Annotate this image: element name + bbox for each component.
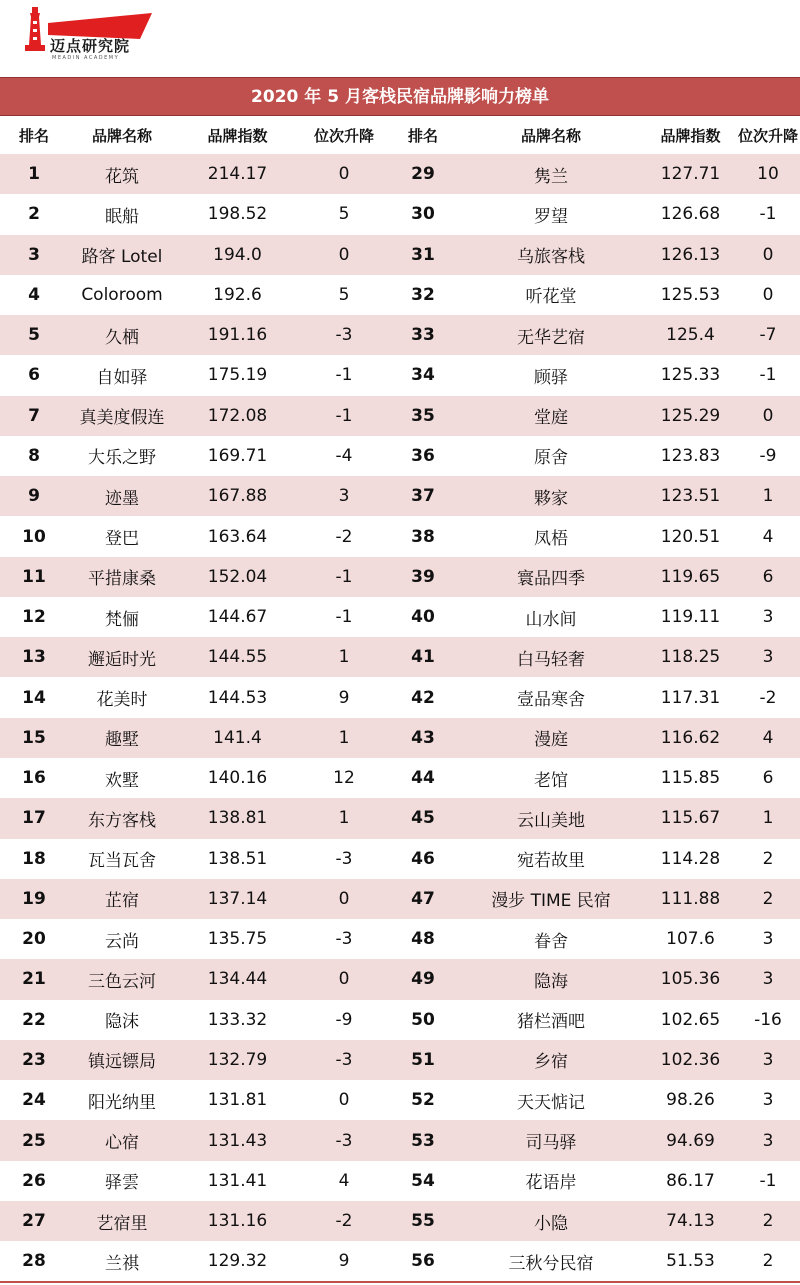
brand-name-cell: 宛若故里 <box>517 851 585 872</box>
table-row <box>0 355 800 395</box>
rank-cell: 19 <box>0 879 68 919</box>
brand-index-cell: 169.71 <box>207 445 268 466</box>
brand-name-cell: 花筑 <box>68 154 176 194</box>
brand-index-cell: 123.51 <box>645 476 736 516</box>
table-row <box>0 839 800 879</box>
table-row <box>0 879 800 919</box>
brand-index-cell: 167.88 <box>176 476 299 516</box>
rank-cell: 52 <box>411 1090 435 1111</box>
brand-name-cell: 阳光纳里 <box>88 1092 156 1113</box>
rank-cell: 25 <box>0 1120 68 1160</box>
rank-cell: 23 <box>0 1040 68 1080</box>
brand-index-cell: 133.32 <box>207 1009 268 1030</box>
rank-cell: 9 <box>0 476 68 516</box>
brand-name-cell: 猪栏酒吧 <box>517 1012 585 1033</box>
brand-index-cell: 129.32 <box>176 1241 299 1282</box>
brand-name-cell: 云山美地 <box>457 798 645 838</box>
table-row <box>0 436 800 476</box>
brand-name-cell: 漫庭 <box>457 718 645 758</box>
rank-change-cell: -3 <box>335 929 353 950</box>
table-row <box>0 476 800 516</box>
rank-change-cell: -1 <box>759 1170 777 1191</box>
rank-cell: 54 <box>411 1170 435 1191</box>
rank-change-cell: -7 <box>736 315 800 355</box>
brand-name-cell: 司马驿 <box>457 1120 645 1160</box>
table-row <box>0 1000 800 1040</box>
brand-index-cell: 138.51 <box>207 848 268 869</box>
table-row <box>0 758 800 798</box>
brand-name-cell: 天天惦记 <box>517 1092 585 1113</box>
brand-name-cell: 艺宿里 <box>68 1201 176 1241</box>
brand-name-cell: 听花堂 <box>525 287 577 308</box>
rank-change-cell: 1 <box>299 798 389 838</box>
brand-name-cell: 寰品四季 <box>457 557 645 597</box>
table-row <box>0 154 800 194</box>
rank-change-cell: 9 <box>338 687 350 708</box>
col-header-index: 品牌指数 <box>207 126 268 145</box>
rank-change-cell: 3 <box>762 1090 774 1111</box>
rank-change-cell: -3 <box>299 315 389 355</box>
brand-index-cell: 175.19 <box>207 365 268 386</box>
brand-index-cell: 198.52 <box>207 204 268 225</box>
rank-cell: 41 <box>389 637 457 677</box>
rank-cell: 21 <box>0 959 68 999</box>
rank-change-cell: 1 <box>299 637 389 677</box>
brand-name-cell: 小隐 <box>457 1201 645 1241</box>
rank-cell: 48 <box>411 929 435 950</box>
table-row <box>0 637 800 677</box>
brand-name-cell: 趣墅 <box>68 718 176 758</box>
rank-cell: 30 <box>411 204 435 225</box>
rank-change-cell: 0 <box>299 154 389 194</box>
brand-name-cell: 三秋兮民宿 <box>457 1241 645 1282</box>
rank-cell: 2 <box>28 204 40 225</box>
brand-name-cell: 自如驿 <box>96 367 148 388</box>
rank-cell: 39 <box>389 557 457 597</box>
rank-change-cell: -9 <box>335 1009 353 1030</box>
brand-name-cell: 大乐之野 <box>88 448 156 469</box>
brand-name-cell: 顾驿 <box>534 367 568 388</box>
rank-cell: 13 <box>0 637 68 677</box>
rank-change-cell: 0 <box>338 1090 350 1111</box>
rank-change-cell: 3 <box>736 959 800 999</box>
rank-cell: 46 <box>411 848 435 869</box>
brand-name-cell: 眷舍 <box>534 931 568 952</box>
brand-index-cell: 111.88 <box>645 879 736 919</box>
brand-name-cell: 梵俪 <box>105 609 139 630</box>
rank-cell: 14 <box>22 687 46 708</box>
brand-index-cell: 135.75 <box>207 929 268 950</box>
rank-change-cell: 0 <box>736 396 800 436</box>
brand-name-cell: 漫步 TIME 民宿 <box>457 879 645 919</box>
brand-index-cell: 114.28 <box>660 848 721 869</box>
brand-name-cell: 壹品寒舍 <box>517 690 585 711</box>
rank-cell: 50 <box>411 1009 435 1030</box>
rank-cell: 29 <box>389 154 457 194</box>
rank-change-cell: -1 <box>335 607 353 628</box>
col-header-rank: 排名 <box>18 126 49 145</box>
brand-name-cell: 真美度假连 <box>68 396 176 436</box>
brand-index-cell: 98.26 <box>666 1090 715 1111</box>
rank-cell: 32 <box>411 284 435 305</box>
brand-index-cell: 144.53 <box>207 687 268 708</box>
brand-name: 迈点研究院 <box>50 37 131 55</box>
rank-change-cell: -4 <box>335 445 353 466</box>
brand-index-cell: 123.83 <box>660 445 721 466</box>
rank-cell: 37 <box>389 476 457 516</box>
rank-change-cell: -3 <box>335 848 353 869</box>
rank-cell: 36 <box>411 445 435 466</box>
brand-index-cell: 119.11 <box>660 607 721 628</box>
rank-cell: 20 <box>22 929 46 950</box>
brand-index-cell: 131.16 <box>176 1201 299 1241</box>
rank-cell: 4 <box>28 284 40 305</box>
table-row <box>0 1120 800 1160</box>
table-row <box>0 396 800 436</box>
rank-change-cell: 5 <box>338 284 350 305</box>
brand-index-cell: 172.08 <box>176 396 299 436</box>
rank-change-cell: 3 <box>762 607 774 628</box>
rank-cell: 5 <box>0 315 68 355</box>
brand-index-cell: 140.16 <box>207 768 268 789</box>
brand-index-cell: 131.43 <box>176 1120 299 1160</box>
rank-cell: 3 <box>0 235 68 275</box>
rank-cell: 40 <box>411 607 435 628</box>
rank-cell: 34 <box>411 365 435 386</box>
brand-name-cell: 心宿 <box>68 1120 176 1160</box>
brand-index-cell: 141.4 <box>176 718 299 758</box>
brand-name-cell: 欢墅 <box>105 770 139 791</box>
table-row <box>0 798 800 838</box>
table-row <box>0 1241 800 1282</box>
brand-name-cell: 眠船 <box>105 206 139 227</box>
rank-cell: 55 <box>389 1201 457 1241</box>
brand-index-cell: 132.79 <box>176 1040 299 1080</box>
brand-index-cell: 144.67 <box>207 607 268 628</box>
brand-name-cell: 花语岸 <box>525 1173 577 1194</box>
brand-name-cell: 老馆 <box>534 770 568 791</box>
brand-index-cell: 117.31 <box>660 687 721 708</box>
brand-index-cell: 116.62 <box>645 718 736 758</box>
brand-name-cell: 堂庭 <box>457 396 645 436</box>
brand-name-cell: 白马轻奢 <box>457 637 645 677</box>
rank-change-cell: 2 <box>736 879 800 919</box>
rank-cell: 44 <box>411 768 435 789</box>
col-header-rank: 排名 <box>407 126 438 145</box>
brand-index-cell: 51.53 <box>645 1241 736 1282</box>
rank-cell: 17 <box>0 798 68 838</box>
rank-change-cell: 2 <box>762 848 774 869</box>
rank-change-cell: 6 <box>736 557 800 597</box>
table-row <box>0 1201 800 1241</box>
rank-cell: 47 <box>389 879 457 919</box>
table-row <box>0 919 800 959</box>
rank-change-cell: 2 <box>736 1241 800 1282</box>
brand-name-cell: 兰祺 <box>68 1241 176 1282</box>
table-row <box>0 1161 800 1201</box>
brand-name-cell: 罗望 <box>534 206 568 227</box>
rank-cell: 53 <box>389 1120 457 1160</box>
table-row <box>0 1040 800 1080</box>
brand-index-cell: 94.69 <box>645 1120 736 1160</box>
rank-change-cell: -1 <box>759 204 777 225</box>
brand-name-cell: 乌旅客栈 <box>457 235 645 275</box>
rank-change-cell: 3 <box>736 1040 800 1080</box>
rank-change-cell: -16 <box>754 1009 782 1030</box>
rank-change-cell: 4 <box>736 718 800 758</box>
col-header-change: 位次升降 <box>737 126 798 145</box>
brand-index-cell: 144.55 <box>176 637 299 677</box>
brand-name-cell: 三色云河 <box>68 959 176 999</box>
brand-index-cell: 102.36 <box>645 1040 736 1080</box>
table-row <box>0 677 800 717</box>
table-row <box>0 718 800 758</box>
brand-index-cell: 152.04 <box>176 557 299 597</box>
brand-index-cell: 131.81 <box>207 1090 268 1111</box>
brand-index-cell: 86.17 <box>666 1170 715 1191</box>
table-row <box>0 1080 800 1120</box>
rank-cell: 31 <box>389 235 457 275</box>
brand-name-cell: 路客 Lotel <box>68 235 176 275</box>
rank-change-cell: 4 <box>762 526 774 547</box>
brand-name-cell: 镇远镖局 <box>68 1040 176 1080</box>
rank-cell: 28 <box>0 1241 68 1282</box>
rank-change-cell: 0 <box>299 959 389 999</box>
rank-cell: 7 <box>0 396 68 436</box>
brand-name-cell: 平措康桑 <box>68 557 176 597</box>
rank-cell: 10 <box>22 526 46 547</box>
rank-change-cell: 10 <box>736 154 800 194</box>
rank-cell: 45 <box>389 798 457 838</box>
brand-index-cell: 126.68 <box>660 204 721 225</box>
rank-change-cell: 0 <box>299 235 389 275</box>
page-title: 2020 年 5 月客栈民宿品牌影响力榜单 <box>0 77 800 116</box>
brand-index-cell: 127.71 <box>645 154 736 194</box>
brand-index-cell: 194.0 <box>176 235 299 275</box>
rank-cell: 43 <box>389 718 457 758</box>
lighthouse-icon <box>22 5 48 55</box>
rank-change-cell: 3 <box>736 1120 800 1160</box>
brand-name-cell: 凤梧 <box>534 529 568 550</box>
rank-change-cell: 0 <box>299 879 389 919</box>
table-row <box>0 959 800 999</box>
brand-name-cell: 无华艺宿 <box>457 315 645 355</box>
brand-index-cell: 120.51 <box>660 526 721 547</box>
rank-cell: 51 <box>389 1040 457 1080</box>
brand-name-cell: 登巴 <box>105 529 139 550</box>
brand-index-cell: 107.6 <box>666 929 715 950</box>
brand-index-cell: 125.33 <box>660 365 721 386</box>
brand-index-cell: 118.25 <box>645 637 736 677</box>
rank-cell: 26 <box>22 1170 46 1191</box>
brand-name-cell: 东方客栈 <box>68 798 176 838</box>
brand-index-cell: 134.44 <box>176 959 299 999</box>
brand-index-cell: 115.85 <box>660 768 721 789</box>
brand-index-cell: 125.4 <box>645 315 736 355</box>
rank-cell: 16 <box>22 768 46 789</box>
rank-change-cell: 0 <box>736 235 800 275</box>
rank-cell: 11 <box>0 557 68 597</box>
rank-change-cell: 2 <box>736 1201 800 1241</box>
brand-index-cell: 105.36 <box>645 959 736 999</box>
rank-change-cell: -1 <box>335 365 353 386</box>
rank-cell: 8 <box>28 445 40 466</box>
rank-change-cell: -1 <box>299 557 389 597</box>
brand-index-cell: 115.67 <box>645 798 736 838</box>
rank-change-cell: 3 <box>299 476 389 516</box>
brand-name-cell: 夥家 <box>457 476 645 516</box>
rank-change-cell: 6 <box>762 768 774 789</box>
brand-index-cell: 192.6 <box>213 284 262 305</box>
brand-name-cell: 芷宿 <box>68 879 176 919</box>
ranking-table <box>0 116 800 1283</box>
rank-cell: 12 <box>22 607 46 628</box>
brand-name-cell: Coloroom <box>81 284 163 305</box>
rank-change-cell: 1 <box>299 718 389 758</box>
col-header-brand: 品牌名称 <box>520 126 581 145</box>
rank-cell: 18 <box>22 848 46 869</box>
rank-change-cell: -3 <box>299 1040 389 1080</box>
brand-index-cell: 102.65 <box>660 1009 721 1030</box>
brand-index-cell: 214.17 <box>176 154 299 194</box>
brand-logo <box>18 5 138 65</box>
brand-index-cell: 163.64 <box>207 526 268 547</box>
brand-index-cell: 137.14 <box>176 879 299 919</box>
brand-subtitle: MEADIN ACADEMY <box>52 55 120 61</box>
rank-cell: 27 <box>0 1201 68 1241</box>
rank-change-cell: 0 <box>762 284 774 305</box>
rank-change-cell: 4 <box>338 1170 350 1191</box>
table-row <box>0 315 800 355</box>
brand-name-cell: 隐沫 <box>105 1012 139 1033</box>
brand-name-cell: 原舍 <box>534 448 568 469</box>
brand-index-cell: 74.13 <box>645 1201 736 1241</box>
rank-change-cell: -3 <box>299 1120 389 1160</box>
rank-cell: 24 <box>22 1090 46 1111</box>
brand-name-cell: 山水间 <box>525 609 577 630</box>
brand-name-cell: 瓦当瓦舍 <box>88 851 156 872</box>
rank-change-cell: -9 <box>759 445 777 466</box>
rank-change-cell: 3 <box>736 637 800 677</box>
rank-cell: 6 <box>28 365 40 386</box>
brand-name-cell: 乡宿 <box>457 1040 645 1080</box>
table-row <box>0 275 800 315</box>
rank-change-cell: 1 <box>736 476 800 516</box>
brand-index-cell: 125.29 <box>645 396 736 436</box>
col-header-change: 位次升降 <box>313 126 374 145</box>
brand-name-cell: 邂逅时光 <box>68 637 176 677</box>
rank-cell: 22 <box>22 1009 46 1030</box>
brand-index-cell: 131.41 <box>207 1170 268 1191</box>
rank-change-cell: -1 <box>759 365 777 386</box>
brand-index-cell: 125.53 <box>660 284 721 305</box>
rank-change-cell: 12 <box>333 768 355 789</box>
rank-change-cell: -2 <box>759 687 777 708</box>
rank-cell: 33 <box>389 315 457 355</box>
rank-change-cell: 5 <box>338 204 350 225</box>
rank-cell: 49 <box>389 959 457 999</box>
rank-cell: 1 <box>0 154 68 194</box>
rank-cell: 42 <box>411 687 435 708</box>
rank-change-cell: -2 <box>335 526 353 547</box>
rank-cell: 15 <box>0 718 68 758</box>
table-row <box>0 557 800 597</box>
brand-index-cell: 119.65 <box>645 557 736 597</box>
table-row <box>0 194 800 234</box>
brand-name-cell: 隽兰 <box>457 154 645 194</box>
brand-name-cell: 驿雲 <box>105 1173 139 1194</box>
table-row <box>0 516 800 556</box>
brand-index-cell: 191.16 <box>176 315 299 355</box>
rank-cell: 35 <box>389 396 457 436</box>
rank-cell: 38 <box>411 526 435 547</box>
rank-change-cell: -1 <box>299 396 389 436</box>
rank-change-cell: 1 <box>736 798 800 838</box>
rank-change-cell: 3 <box>762 929 774 950</box>
brand-name-cell: 花美时 <box>96 690 148 711</box>
brand-name-cell: 久栖 <box>68 315 176 355</box>
brand-name-cell: 迹墨 <box>68 476 176 516</box>
table-row <box>0 235 800 275</box>
col-header-brand: 品牌名称 <box>91 126 152 145</box>
col-header-index: 品牌指数 <box>660 126 721 145</box>
brand-index-cell: 138.81 <box>176 798 299 838</box>
rank-change-cell: -2 <box>299 1201 389 1241</box>
rank-change-cell: 9 <box>299 1241 389 1282</box>
header-row <box>0 116 800 154</box>
table-row <box>0 597 800 637</box>
brand-index-cell: 126.13 <box>645 235 736 275</box>
brand-name-cell: 云尚 <box>105 931 139 952</box>
brand-name-cell: 隐海 <box>457 959 645 999</box>
rank-cell: 56 <box>389 1241 457 1282</box>
